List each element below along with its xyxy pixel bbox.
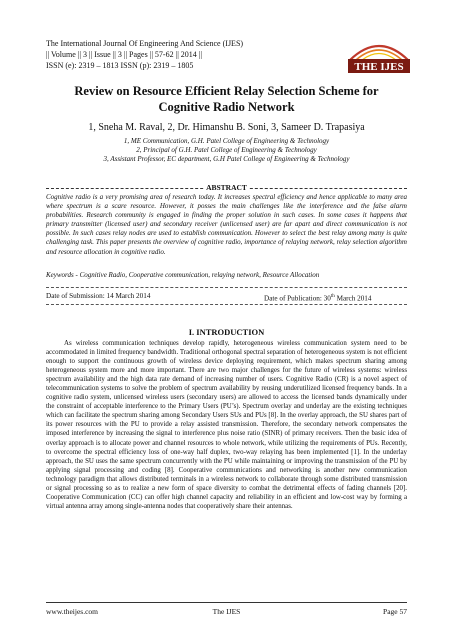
journal-volume: || Volume || 3 || Issue || 3 || Pages || 57-62 || 2014 ||: [46, 50, 202, 59]
introduction-body: [46, 339, 407, 511]
author-list: 1, Sneha M. Raval, 2, Dr. Himanshu B. Soni, 3, Sameer D. Trapasiya: [88, 122, 365, 133]
dates-row: [46, 292, 407, 301]
footer-page-number: Page 57: [383, 607, 407, 616]
publication-date-post: March 2014: [334, 294, 372, 303]
abstract-label: ABSTRACT: [206, 183, 247, 192]
keywords-list: Cognitive Radio, Cooperative communication, relaying network, Resource Allocation: [77, 271, 320, 279]
journal-name: The International Journal Of Engineering And Science (IJES): [46, 39, 244, 48]
footer-rule: [46, 602, 407, 603]
publication-date-pre: Date of Publication: 30: [264, 294, 331, 303]
footer-journal: The IJES: [212, 607, 241, 616]
affiliation-3: 3, Assistant Professor, EC department, G.H Patel College of Engineering & Technology: [103, 155, 350, 163]
section-title: I. INTRODUCTION: [188, 327, 265, 337]
publication-date-sup: th: [330, 294, 335, 299]
journal-logo: [346, 30, 412, 76]
divider-top: [46, 287, 407, 288]
journal-header: [46, 38, 346, 71]
page-footer: [46, 607, 407, 617]
affiliation-2: 2, Principal of G.H. Patel College of Engineering & Technology: [136, 146, 317, 154]
paper-title: [40, 83, 413, 115]
divider-bottom: [46, 304, 407, 305]
logo-text: THE IJES: [354, 61, 404, 73]
introduction-paragraph: As wireless communication techniques develop rapidly, heterogeneous wireless communication system need to be accommodated in limited frequency bandwidth. Traditional orthogonal spectral separation of heterogeneous system is not efficient enough to support the continuous growth of wireless device deploying requirement, which makes spectrum sharing among heterogeneous system more and more important. There are two major challenges for the future of wireless systems: wireless spectrum availability and the high data rate demand of increasing number of users. Cognitive Radio (CR) is a novel aspect of telecommunication systems to solve the problem of spectrum availability by reusing underutilized licensed frequency bands. In a cognitive radio system, unlicensed wireless users (secondary users) are allowed to access the licensed bands dynamically under the constraint of acceptable interference to the Primary Users (PU’s). Spectrum overlay and underlay are the existing techniques which can facilitate the spectrum sharing among Secondary Users SUs and PUs [8]. In the overlay approach, the SU shares part of its power resources with the PU to provide a relay assisted transmission. Therefore, the secondary network compensates the imposed interference by increasing the signal to interference plus noise ratio (SINR) of primary receivers. Then the basic idea of overlay approach is to allocate power and channel resources to whole network, while utilizing the requirements of PUs. Recently, to overcome the spectral efficiency loss of one-way half duplex, two-way relaying has been implemented [1]. In the underlay approach, the SU uses the same spectrum concurrently with the PU while maintaining or improving the transmission of the PU by applying signal processing and coding [8]. Cooperative communications and networking is another new communication technology paradigm that allows distributed terminals in a wireless network to collaborate through some distributed transmission or signal processing so as to realize a new form of space diversity to combat the detrimental effects of fading channels [20]. Cooperative Communication (CC) can offer high channel capacity and reliability in an efficient and low-cost way by forming a virtual antenna array among single-antenna nodes that cooperatively share their antennas.: [46, 340, 407, 510]
keywords-label: Keywords -: [46, 271, 78, 279]
journal-logo-graphic: [346, 30, 412, 76]
title-line-2: Cognitive Radio Network: [158, 100, 295, 114]
submission-date: Date of Submission: 14 March 2014: [46, 292, 151, 300]
abstract-heading: [46, 183, 407, 193]
abstract-body: Cognitive radio is a very promising area of research today. It increases spectral efficiency and hence applicable to many area where spectrum is a scare resource. However, it posses the main challenges like the interference and the false alarm probabilities. Research community is engaged in finding the proper solution in such cases. In some cases it happens that primary transmitter (licensed user) and secondary receiver (unlicensed user) are far apart and direct communication is not possible. In such cases relay nodes are used to establish communication. However to select the best relay among many is quite challenging task. This paper presents the overview of cognitive radio, importance of relaying network, relay selection algorithm and resource allocation in cognitive radio.: [46, 193, 407, 256]
affiliation-1: 1, ME Communication, G.H. Patel College of Engineering & Technology: [123, 137, 330, 145]
affiliations: [40, 137, 413, 164]
journal-issn: ISSN (e): 2319 – 1813 ISSN (p): 2319 – 1805: [46, 61, 194, 70]
publication-date: [264, 292, 372, 303]
keywords: [46, 271, 407, 280]
footer-website: www.theijes.com: [46, 607, 99, 616]
title-line-1: Review on Resource Efficient Relay Selection Scheme for: [74, 84, 379, 98]
